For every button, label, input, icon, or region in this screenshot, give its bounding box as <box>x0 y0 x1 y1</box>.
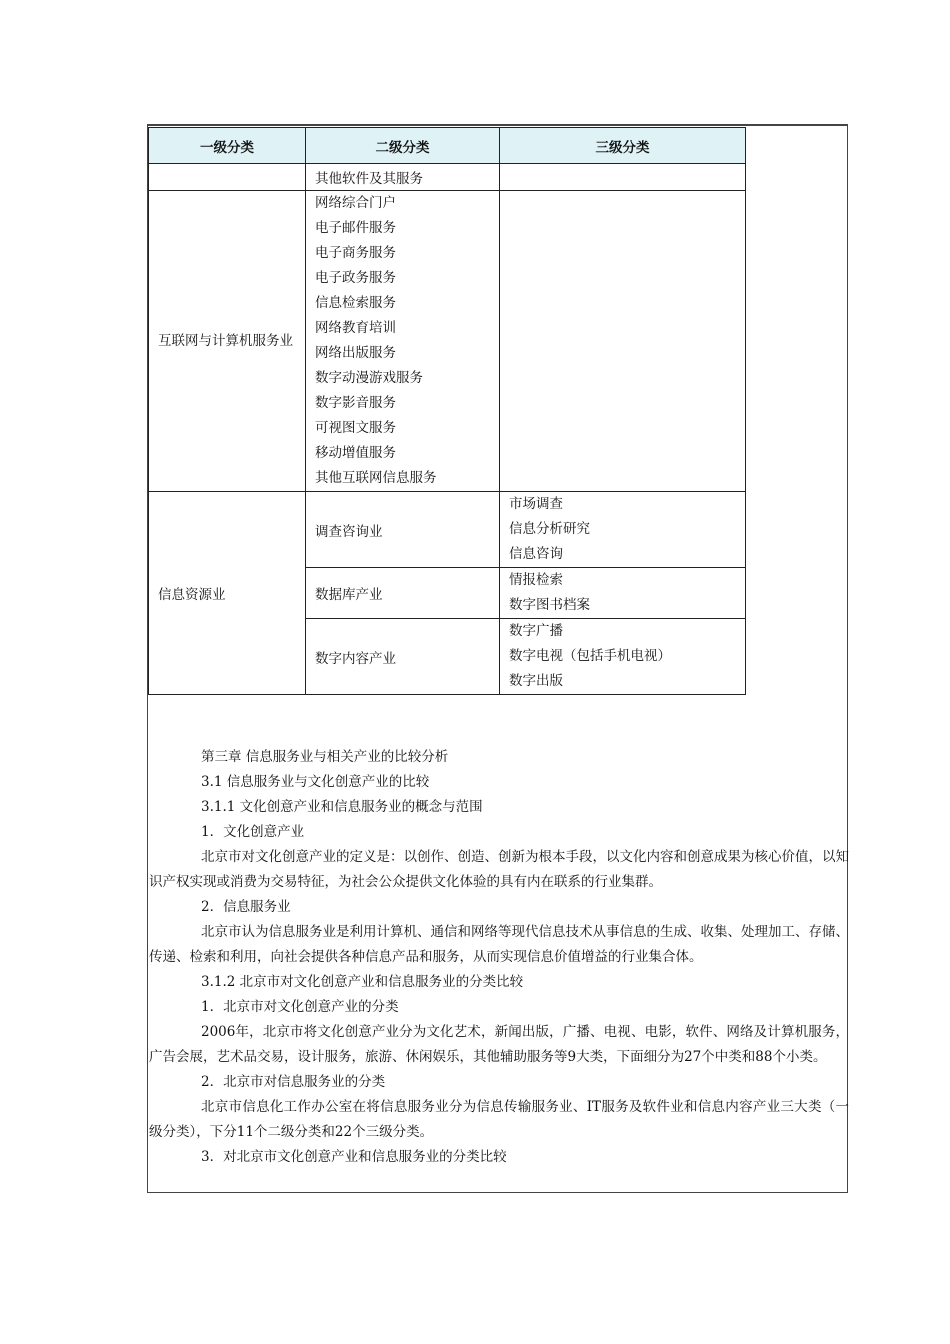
item-heading: 3．对北京市文化创意产业和信息服务业的分类比较 <box>201 1149 507 1165</box>
chapter-heading: 第三章 信息服务业与相关产业的比较分析 <box>201 749 449 765</box>
cell-level1 <box>149 164 306 191</box>
document-body <box>149 745 849 1170</box>
paragraph: 2006年，北京市将文化创意产业分为文化艺术，新闻出版，广播、电视、电影，软件、网络及计算机服务，广告会展，艺术品交易，设计服务，旅游、休闲娱乐，其他辅助服务等9大类，下面细分为27个中类和88个小类。 <box>149 1024 849 1065</box>
list-item: 移动增值服务 <box>315 445 396 461</box>
header-level3: 三级分类 <box>500 128 746 164</box>
header-level1: 一级分类 <box>149 128 306 164</box>
cell-level2: 调查咨询业 <box>306 492 500 568</box>
cell-level2: 数字内容产业 <box>306 619 500 695</box>
item-heading: 1．文化创意产业 <box>201 824 305 840</box>
list-item: 网络出版服务 <box>315 345 396 361</box>
list-item: 信息检索服务 <box>315 295 396 311</box>
classification-table <box>148 127 746 695</box>
cell-level3-list <box>500 619 746 695</box>
list-item: 数字影音服务 <box>315 395 396 411</box>
table-row <box>149 492 746 568</box>
list-item: 其他互联网信息服务 <box>315 470 437 486</box>
table-row <box>149 191 746 492</box>
list-item: 网络综合门户 <box>315 195 396 211</box>
list-item: 网络教育培训 <box>315 320 396 336</box>
cell-level3-list <box>500 492 746 568</box>
cell-level3 <box>500 164 746 191</box>
header-level2: 二级分类 <box>306 128 500 164</box>
cell-level2: 数据库产业 <box>306 568 500 619</box>
list-item: 电子政务服务 <box>315 270 396 286</box>
list-item: 电子邮件服务 <box>315 220 396 236</box>
table-row <box>149 164 746 191</box>
cell-level2: 其他软件及其服务 <box>306 164 500 191</box>
section-heading: 3.1 信息服务业与文化创意产业的比较 <box>201 774 430 790</box>
subsection-heading: 3.1.1 文化创意产业和信息服务业的概念与范围 <box>201 799 483 815</box>
list-item: 数字图书档案 <box>509 597 590 613</box>
cell-level3-list <box>500 568 746 619</box>
subsection-heading: 3.1.2 北京市对文化创意产业和信息服务业的分类比较 <box>201 974 524 990</box>
cell-level1-internet: 互联网与计算机服务业 <box>149 191 306 492</box>
cell-level2-list <box>306 191 500 492</box>
list-item: 可视图文服务 <box>315 420 396 436</box>
list-item: 电子商务服务 <box>315 245 396 261</box>
list-item: 市场调查 <box>509 496 563 512</box>
paragraph: 北京市对文化创意产业的定义是：以创作、创造、创新为根本手段，以文化内容和创意成果为核心价值，以知识产权实现或消费为交易特征，为社会公众提供文化体验的具有内在联系的行业集群。 <box>149 849 849 890</box>
list-item: 数字电视（包括手机电视） <box>509 648 671 664</box>
item-heading: 2．信息服务业 <box>201 899 291 915</box>
item-heading: 1．北京市对文化创意产业的分类 <box>201 999 399 1015</box>
list-item: 信息咨询 <box>509 546 563 562</box>
paragraph: 北京市信息化工作办公室在将信息服务业分为信息传输服务业、IT服务及软件业和信息内容产业三大类（一级分类），下分11个二级分类和22个三级分类。 <box>149 1099 849 1140</box>
list-item: 信息分析研究 <box>509 521 590 537</box>
table-header-row <box>149 128 746 164</box>
cell-level1-info-resource: 信息资源业 <box>149 492 306 695</box>
list-item: 情报检索 <box>509 572 563 588</box>
paragraph: 北京市认为信息服务业是利用计算机、通信和网络等现代信息技术从事信息的生成、收集、处理加工、存储、传递、检索和利用，向社会提供各种信息产品和服务，从而实现信息价值增益的行业集合体。 <box>149 924 849 965</box>
item-heading: 2．北京市对信息服务业的分类 <box>201 1074 386 1090</box>
list-item: 数字出版 <box>509 673 563 689</box>
list-item: 数字动漫游戏服务 <box>315 370 423 386</box>
cell-level3 <box>500 191 746 492</box>
list-item: 数字广播 <box>509 623 563 639</box>
